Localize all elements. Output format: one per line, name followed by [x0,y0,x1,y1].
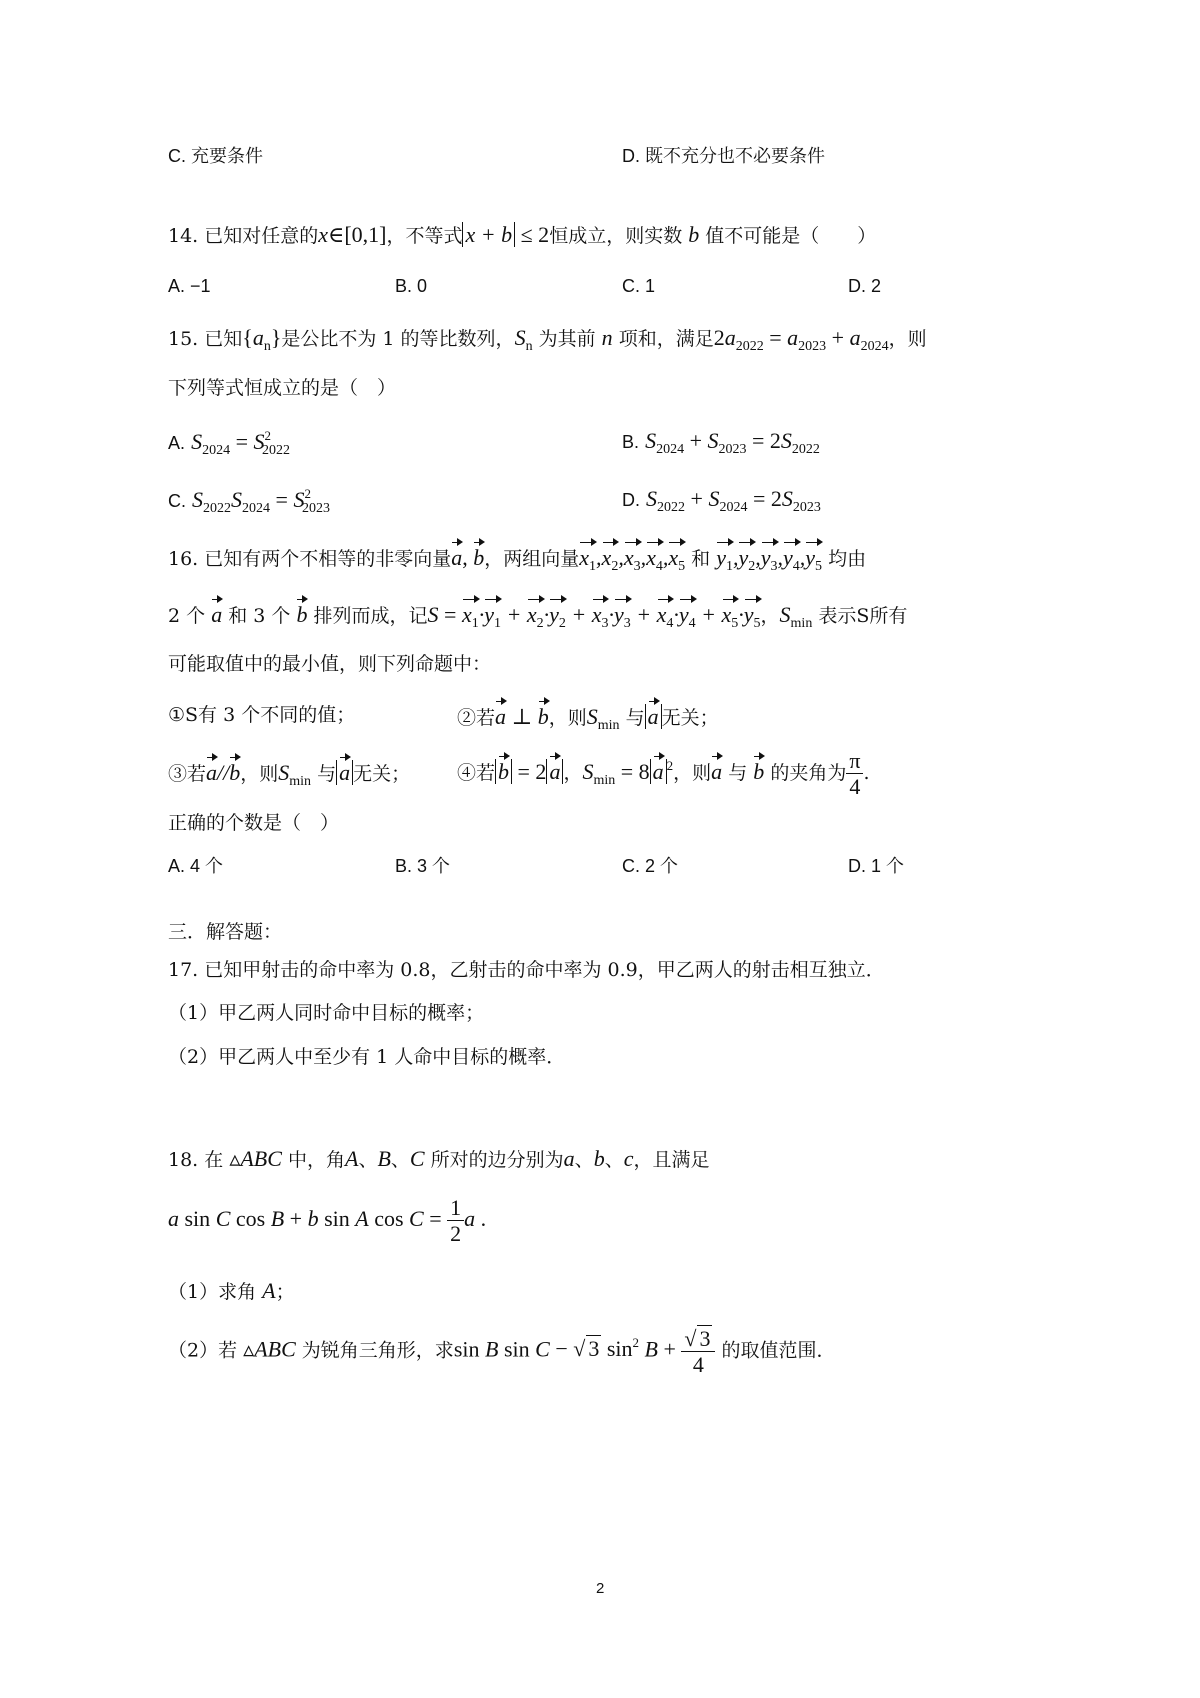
q15-option-c: C. $S_{2022}S_{2024} = S^2_{2023}$ [168,486,330,516]
q16-text: 与 [625,707,645,729]
q16-text: ，则 [673,761,712,784]
q16-text: ②若 [457,707,496,729]
q18-text: （1）求角 [168,1281,257,1303]
q16-text: 排列而成，记 [313,605,428,627]
page-number: 2 [596,1580,605,1597]
q16-text: ，两组向量 [484,548,580,570]
q18-text: （2）若 [168,1339,238,1362]
q15-text: 15. 已知 [168,328,243,350]
section-heading: 三．解答题： [168,921,283,943]
q16-option-b: B. 3 个 [395,856,451,876]
q15-text: 项和，满足 [618,328,714,350]
q16-text: ④若 [457,761,496,784]
q16-text: ，则 [240,763,279,785]
q16-text: 和 [691,548,711,570]
q14-option-d: D. 2 [848,276,882,296]
q16-text: 2 个 [168,605,206,627]
option-label: D. [622,490,640,510]
q16-proposition-2: ②若a ⊥ b，则$S_{min}$ 与 a 无关； [457,704,719,733]
q17-part-2: （2）甲乙两人中至少有 1 人命中目标的概率． [168,1046,566,1068]
q16-proposition-4: ④若 b = 2 a ，$S_{min} = 8$ a $^2$，则a 与 b 的夹角为 $\frac{\pi}{4}$ . [457,748,870,800]
q16-text: 16. 已知有两个不相等的非零向量 [168,548,452,570]
q16-option-d: D. 1 个 [848,856,905,876]
q14-stem: 14. 已知对任意的x∈[0,1]，不等式 x + b ≤ 2恒成立，则实数 b 值不可能是（ ） [168,222,877,247]
q15-stem-line2: 下列等式恒成立的是（ ） [168,377,397,399]
q16-text: . [863,761,870,784]
q18-text: 中，角 [287,1149,345,1171]
q18-text: 18. 在 [168,1149,224,1171]
q14-option-a: A. −1 [168,276,211,296]
q16-text: 表示S所有 [818,605,908,627]
q16-text: 和 3 个 [228,605,291,627]
q15-text: ，则 [888,328,927,350]
q15-option-b: B. $S_{2024} + S_{2023} = 2S_{2022}$ [622,428,820,457]
q18-text: 所对的边分别为 [430,1149,564,1171]
q14-text: 恒成立，则实数 [549,225,683,247]
q14-text: 14. 已知对任意的 [168,225,319,247]
q18-text: 为锐角三角形，求 [301,1339,454,1362]
q15-stem: 15. 已知$\{a_n\}$是公比不为 1 的等比数列，$S_n$ 为其前 n 项和，满足$2a_{2022} = a_{2023} + a_{2024}$，则 [168,325,927,354]
q16-stem-line3: 可能取值中的最小值，则下列命题中： [168,653,492,675]
q16-text: 无关； [353,763,411,785]
q16-text: 均由 [828,548,867,570]
q18-equation: a sin C cos B + b sin A cos C = $\frac{1}{2}$ a . [168,1195,487,1247]
q15-option-a: A. $S_{2024} = S^2_{2022}$ [168,428,290,458]
option-label: B. [622,432,640,452]
q18-stem: 18. 在 ▵ABC 中，角A、B、C 所对的边分别为a、b、c，且满足 [168,1146,710,1171]
q14-option-b: B. 0 [395,276,428,296]
q16-stem-line2: 2 个 a 和 3 个 b 排列而成，记$S = x_1\cdot y_1 + x_2\cdot y_2 + x_3\cdot y_3 + x_4\cdot y_4 + x_5\cdot y_5$，$S_{min}$ 表示S所有 [168,602,908,631]
q16-proposition-1: ①S有 3 个不同的值； [168,704,356,726]
q17-stem: 17. 已知甲射击的命中率为 0.8，乙射击的命中率为 0.9，甲乙两人的射击相互独立． [168,959,885,981]
option-label: C. [168,491,186,511]
q18-part-1: （1）求角 A； [168,1278,295,1303]
q18-part-2: （2）若 ▵ABC 为锐角三角形，求sin B sin C − √ 3 $\sin^2 B$ + $\frac{√ 3}{4}$ 的取值范围． [168,1326,836,1378]
q15-text: 是公比不为 1 的等比数列， [281,328,515,350]
q16-question: 正确的个数是（ ） [168,812,340,834]
q14-text: ，不等式 [386,225,463,247]
q16-text: ， [760,605,780,627]
q17-part-1: （1）甲乙两人同时命中目标的概率； [168,1002,485,1024]
q18-text: ，且满足 [633,1149,710,1171]
q16-text: 的夹角为 [770,761,847,784]
q14-text: 值不可能是（ ） [705,225,877,247]
q15-option-d: D. $S_{2022} + S_{2024} = 2S_{2023}$ [622,486,821,515]
q16-text: 无关； [661,707,719,729]
q16-option-c: C. 2 个 [622,856,679,876]
q13-option-d: D. 既不充分也不必要条件 [622,146,825,166]
option-label: A. [168,433,186,453]
q13-option-c: C. 充要条件 [168,146,264,166]
q16-proposition-3: ③若a//b，则$S_{min}$ 与 a 无关； [168,760,411,789]
q16-text: ③若 [168,763,207,785]
q18-text: ； [275,1281,295,1303]
q16-text: 与 [728,761,748,784]
q16-text: ，则 [548,707,587,729]
q16-text: 与 [317,763,337,785]
q15-text: 为其前 [538,328,596,350]
q14-option-c: C. 1 [622,276,656,296]
q16-option-a: A. 4 个 [168,856,224,876]
q16-stem-line1: 16. 已知有两个不相等的非零向量a, b，两组向量$x_1,x_2,x_3,x_4,x_5$ 和 $y_1,y_2,y_3,y_4,y_5$ 均由 [168,545,867,574]
q18-text: 的取值范围． [721,1339,836,1362]
q16-text: ， [563,761,583,784]
